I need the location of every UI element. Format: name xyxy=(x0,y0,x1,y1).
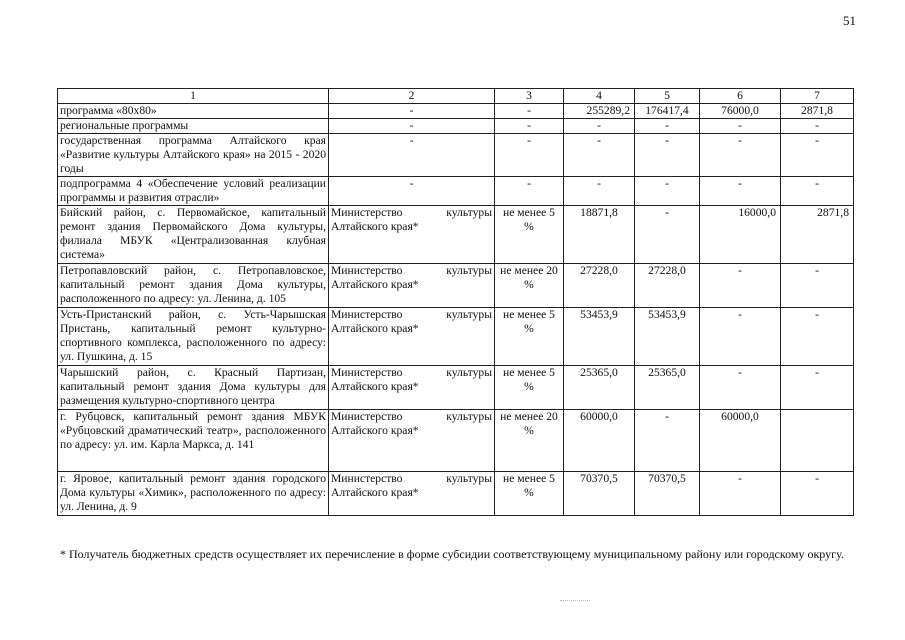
table-row xyxy=(58,264,854,308)
row-total-cell: 60000,0 xyxy=(564,410,635,472)
row-share-cell: не менее 5 % xyxy=(495,366,564,410)
row-total-cell: 18871,8 xyxy=(564,206,635,264)
header-cell-4: 4 xyxy=(564,89,635,104)
table-row xyxy=(58,308,854,366)
table-row xyxy=(58,410,854,472)
row-regional-cell: - xyxy=(700,177,781,206)
table-row xyxy=(58,472,854,516)
row-agency-cell: - xyxy=(329,134,495,177)
table-body xyxy=(58,89,854,516)
row-local-cell: - xyxy=(781,308,854,366)
row-local-cell: - xyxy=(781,134,854,177)
row-share-cell: не менее 20 % xyxy=(495,264,564,308)
table-row xyxy=(58,366,854,410)
row-share-cell: - xyxy=(495,119,564,134)
table-header-row xyxy=(58,89,854,104)
row-share-cell: не менее 20 % xyxy=(495,410,564,472)
row-regional-cell: 16000,0 xyxy=(700,206,781,264)
row-name-cell: государственная программа Алтайского края «Развитие культуры Алтайского края» на 2015 - 2020 годы xyxy=(58,134,329,177)
row-agency-cell: - xyxy=(329,119,495,134)
row-total-cell: 27228,0 xyxy=(564,264,635,308)
page-number: 51 xyxy=(843,13,856,28)
row-total-cell: - xyxy=(564,119,635,134)
row-agency-cell: - xyxy=(329,104,495,119)
row-name-cell: Бийский район, с. Первомайское, капитальный ремонт здания Первомайского Дома культуры, филиала МБУК «Централизованная клубная система» xyxy=(58,206,329,264)
row-share-cell: не менее 5 % xyxy=(495,308,564,366)
row-share-cell: не менее 5 % xyxy=(495,206,564,264)
table-row xyxy=(58,206,854,264)
table-row xyxy=(58,119,854,134)
row-regional-cell: - xyxy=(700,119,781,134)
header-cell-5: 5 xyxy=(635,89,700,104)
header-cell-7: 7 xyxy=(781,89,854,104)
table-row xyxy=(58,177,854,206)
row-name-cell: Усть-Пристанский район, с. Усть-Чарышская Пристань, капитальный ремонт культурно-спортивного комплекса, расположенного по адресу: ул. Пушкина, д. 15 xyxy=(58,308,329,366)
row-total-cell: 70370,5 xyxy=(564,472,635,516)
row-name-cell: Петропавловский район, с. Петропавловское, капитальный ремонт здания Дома культуры, расположенного по адресу: ул. Ленина, д. 105 xyxy=(58,264,329,308)
row-local-cell: - xyxy=(781,366,854,410)
row-agency-cell: Министерство культуры Алтайского края* xyxy=(329,206,495,264)
row-local-cell: 2871,8 xyxy=(781,206,854,264)
row-federal-cell: - xyxy=(635,134,700,177)
row-regional-cell: 76000,0 xyxy=(700,104,781,119)
budget-table xyxy=(57,88,854,516)
row-federal-cell: 27228,0 xyxy=(635,264,700,308)
row-local-cell: - xyxy=(781,177,854,206)
row-local-cell xyxy=(781,410,854,472)
row-agency-cell: Министерство культуры Алтайского края* xyxy=(329,366,495,410)
row-total-cell: - xyxy=(564,177,635,206)
row-agency-cell: Министерство культуры Алтайского края* xyxy=(329,308,495,366)
row-local-cell: - xyxy=(781,264,854,308)
row-agency-cell: Министерство культуры Алтайского края* xyxy=(329,410,495,472)
row-name-cell: г. Яровое, капитальный ремонт здания городского Дома культуры «Химик», расположенного по адресу: ул. Ленина, д. 9 xyxy=(58,472,329,516)
row-agency-cell: - xyxy=(329,177,495,206)
header-cell-2: 2 xyxy=(329,89,495,104)
row-total-cell: 25365,0 xyxy=(564,366,635,410)
row-total-cell: 255289,2 xyxy=(564,104,635,119)
row-name-cell: подпрограмма 4 «Обеспечение условий реализации программы и развития отрасли» xyxy=(58,177,329,206)
row-federal-cell: 53453,9 xyxy=(635,308,700,366)
row-agency-cell: Министерство культуры Алтайского края* xyxy=(329,472,495,516)
row-agency-cell: Министерство культуры Алтайского края* xyxy=(329,264,495,308)
row-regional-cell: 60000,0 xyxy=(700,410,781,472)
row-regional-cell: - xyxy=(700,308,781,366)
row-local-cell: - xyxy=(781,119,854,134)
row-share-cell: - xyxy=(495,177,564,206)
row-regional-cell: - xyxy=(700,134,781,177)
footnote: * Получатель бюджетных средств осуществляет их перечисление в форме субсидии соответствующему муниципальному району или городскому округу. xyxy=(60,547,844,561)
row-regional-cell: - xyxy=(700,264,781,308)
row-share-cell: - xyxy=(495,104,564,119)
header-cell-3: 3 xyxy=(495,89,564,104)
row-federal-cell: - xyxy=(635,410,700,472)
row-name-cell: г. Рубцовск, капитальный ремонт здания МБУК «Рубцовский драматический театр», расположенного по адресу: ул. им. Карла Маркса, д. 141 xyxy=(58,410,329,472)
row-regional-cell: - xyxy=(700,366,781,410)
row-share-cell: - xyxy=(495,134,564,177)
row-federal-cell: 176417,4 xyxy=(635,104,700,119)
row-name-cell: Чарышский район, с. Красный Партизан, капитальный ремонт здания Дома культуры для размещения культурно-спортивного центра xyxy=(58,366,329,410)
table-row xyxy=(58,104,854,119)
row-total-cell: - xyxy=(564,134,635,177)
row-share-cell: не менее 5 % xyxy=(495,472,564,516)
row-total-cell: 53453,9 xyxy=(564,308,635,366)
row-local-cell: 2871,8 xyxy=(781,104,854,119)
header-cell-1: 1 xyxy=(58,89,329,104)
row-regional-cell: - xyxy=(700,472,781,516)
row-federal-cell: 70370,5 xyxy=(635,472,700,516)
row-local-cell: - xyxy=(781,472,854,516)
row-name-cell: программа «80х80» xyxy=(58,104,329,119)
table-row xyxy=(58,134,854,177)
scan-artifact xyxy=(560,600,590,603)
row-federal-cell: 25365,0 xyxy=(635,366,700,410)
row-federal-cell: - xyxy=(635,119,700,134)
row-name-cell: региональные программы xyxy=(58,119,329,134)
row-federal-cell: - xyxy=(635,177,700,206)
header-cell-6: 6 xyxy=(700,89,781,104)
row-federal-cell: - xyxy=(635,206,700,264)
